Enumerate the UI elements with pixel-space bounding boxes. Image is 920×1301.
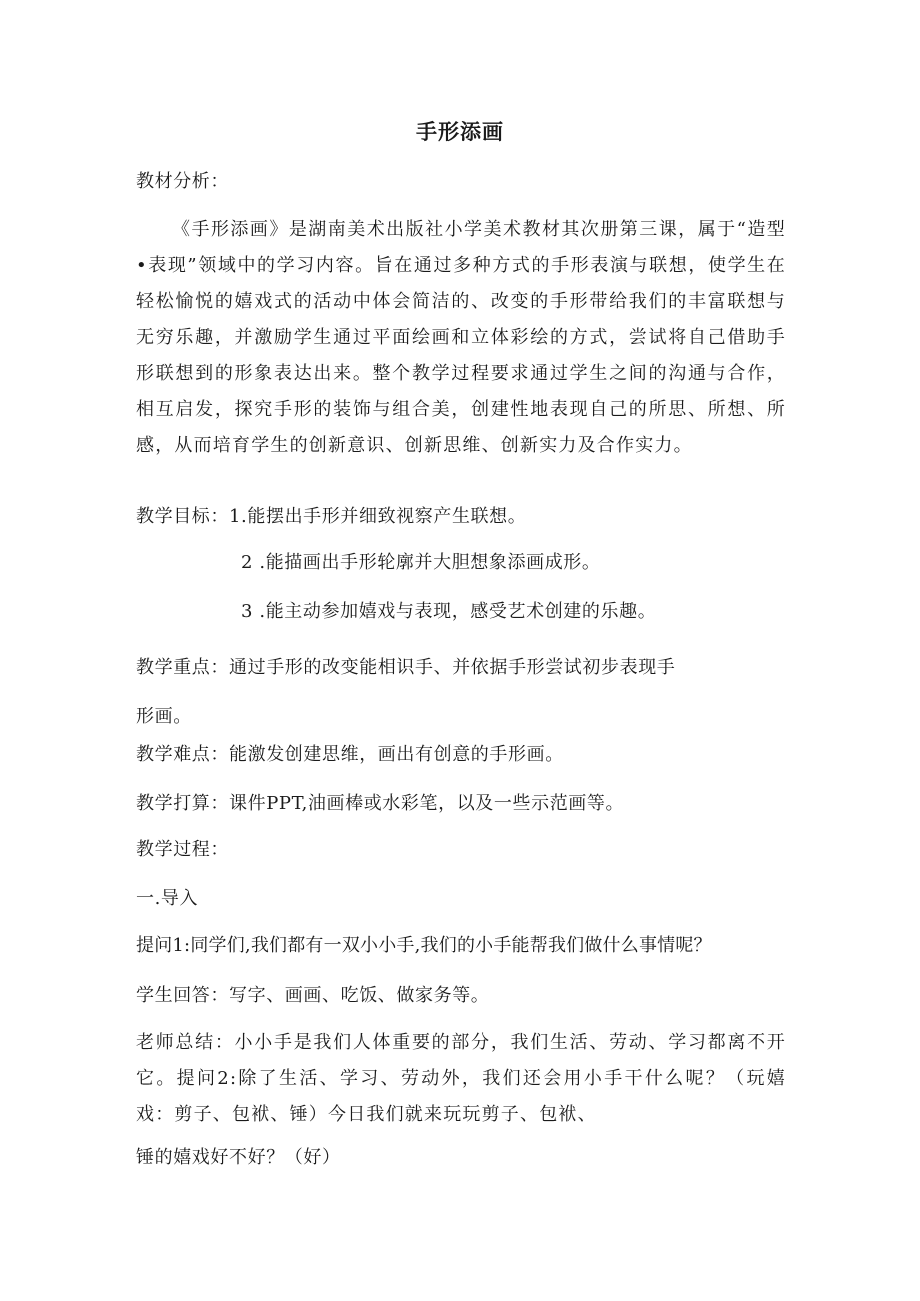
preparation-line: 教学打算：课件PPT,油画棒或水彩笔，以及一些示范画等。	[136, 793, 625, 814]
teacher-summary-paragraph: 老师总结：小小手是我们人体重要的部分，我们生活、劳动、学习都离不开它。提问2:除了生活、学习、劳动外，我们还会用小手干什么呢？（玩嬉戏：剪子、包袱、锤）今日我们就来玩玩剪子、包袱、	[136, 1032, 786, 1125]
student-answer-line: 学生回答：写字、画画、吃饭、做家务等。	[136, 985, 490, 1006]
question-1-line: 提问1:同学们,我们都有一双小小手,我们的小手能帮我们做什么事情呢？	[136, 935, 712, 956]
document-title: 手形添画	[416, 120, 504, 144]
key-points-line-2: 形画。	[136, 706, 192, 727]
process-heading: 教学过程：	[136, 839, 229, 860]
section-intro-heading: 一.导入	[136, 888, 199, 909]
difficulty-line: 教学难点：能激发创建思维，画出有创意的手形画。	[136, 744, 564, 765]
analysis-heading: 教材分析：	[136, 171, 229, 192]
key-points-line-1: 教学重点：通过手形的改变能相识手、并依据手形尝试初步表现手	[136, 657, 676, 678]
goals-line-2: 2 .能描画出手形轮廓并大胆想象添画成形。	[241, 552, 601, 573]
analysis-paragraph: 《手形添画》是湖南美术出版社小学美术教材其次册第三课，属于“造型•表现”领域中的学习内容。旨在通过多种方式的手形表演与联想，使学生在轻松愉悦的嬉戏式的活动中体会简洁的、改变的手形带给我们的丰富联想与无穷乐趣，并激励学生通过平面绘画和立体彩绘的方式，尝试将自己借助手形联想到的形象表达出来。整个教学过程要求通过学生之间的沟通与合作，相互启发，探究手形的装饰与组合美，创建性地表现自己的所思、所想、所感，从而培育学生的创新意识、创新思维、创新实力及合作实力。	[136, 219, 786, 456]
goals-line-3: 3 .能主动参加嬉戏与表现，感受艺术创建的乐趣。	[241, 601, 657, 622]
closing-line: 锤的嬉戏好不好？（好）	[136, 1147, 341, 1168]
goals-line-1: 教学目标：1.能摆出手形并细致视察产生联想。	[136, 506, 527, 527]
